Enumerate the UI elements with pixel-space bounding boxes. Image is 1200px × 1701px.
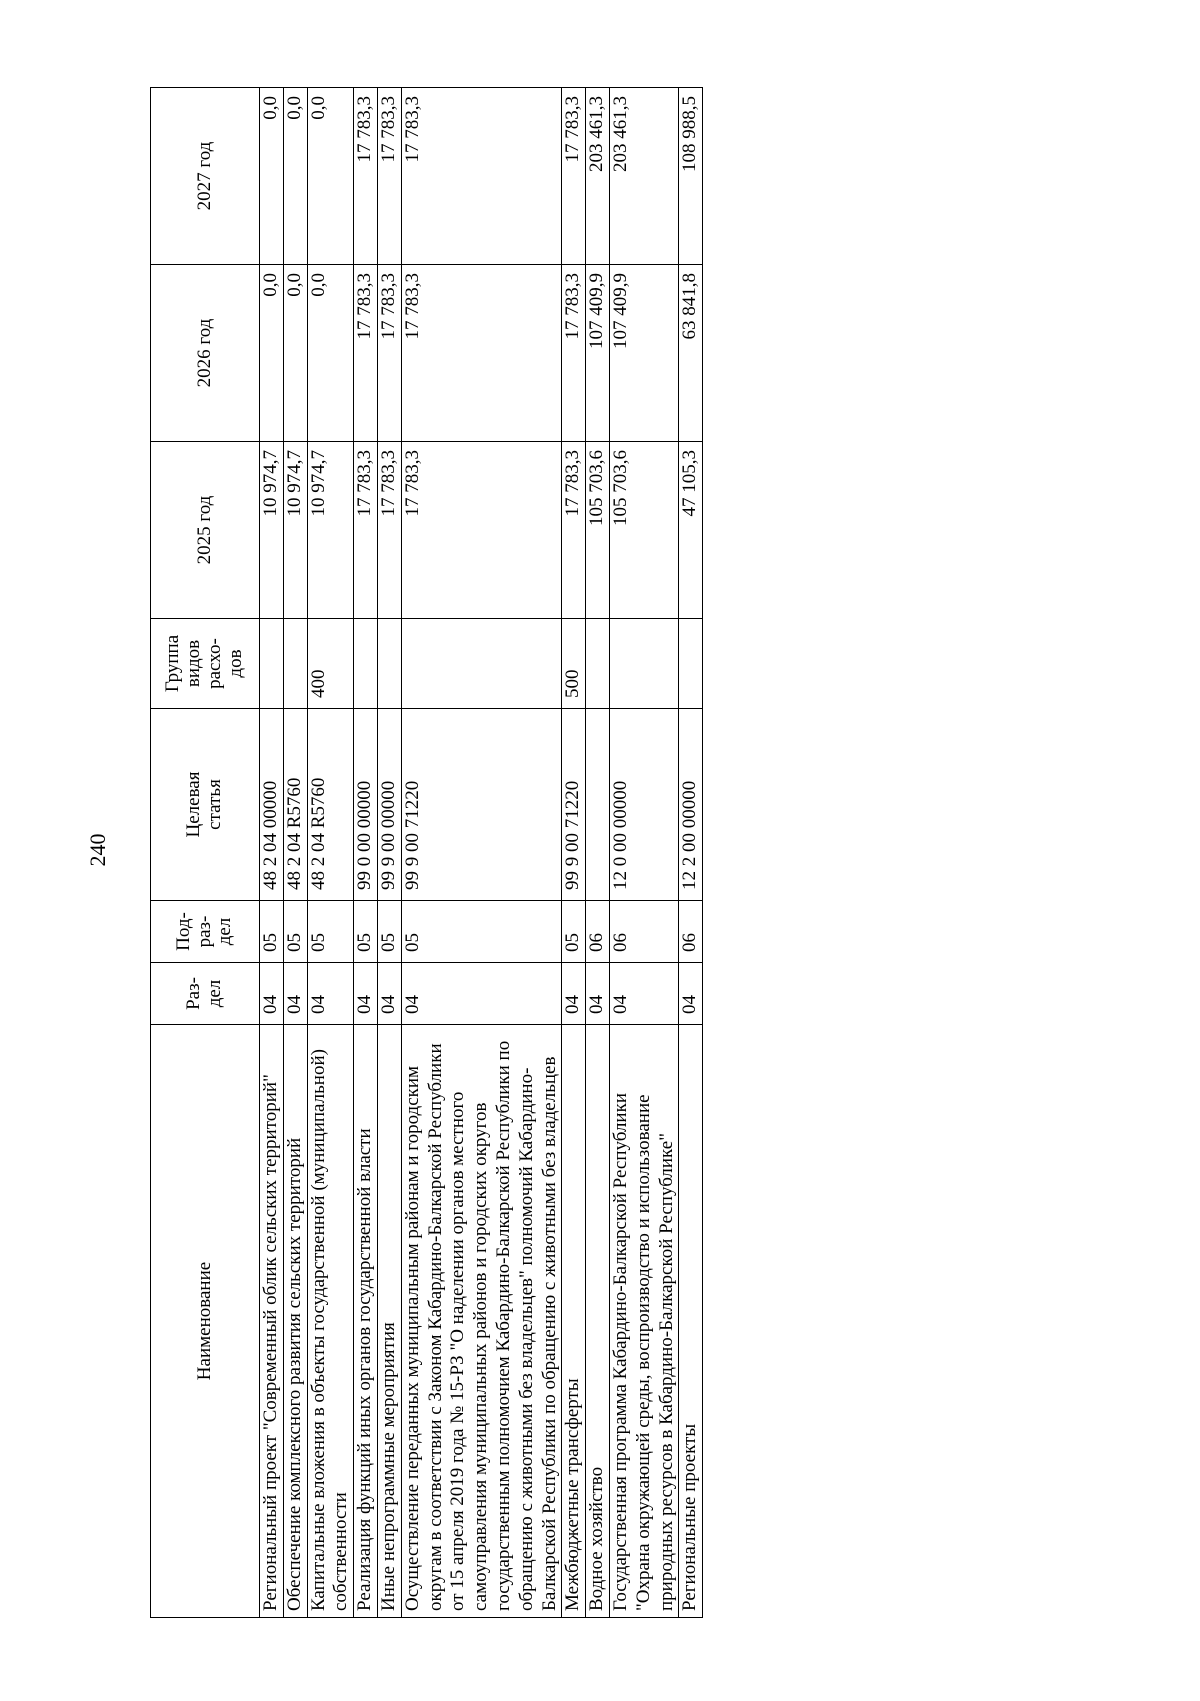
cell-2026: 17 783,3 — [562, 265, 586, 442]
cell-2027: 17 783,3 — [401, 88, 562, 265]
table-row — [260, 88, 284, 1618]
cell-podrazdel: 06 — [609, 901, 678, 963]
cell-2027: 0,0 — [283, 88, 307, 265]
cell-name: Иные непрограммные мероприятия — [377, 1025, 401, 1618]
cell-tselevaya: 99 9 00 71220 — [562, 709, 586, 901]
header-2025: 2025 год — [151, 442, 260, 619]
table-row — [562, 88, 586, 1618]
table-row — [283, 88, 307, 1618]
cell-2025: 17 783,3 — [377, 442, 401, 619]
cell-name: Региональный проект "Современный облик сельских территорий" — [260, 1025, 284, 1618]
cell-name: Капитальные вложения в объекты государственной (муниципальной) собственности — [307, 1025, 354, 1618]
header-podrazdel: Под- раз- дел — [151, 901, 260, 963]
cell-razdel: 04 — [377, 963, 401, 1025]
cell-podrazdel: 05 — [377, 901, 401, 963]
cell-razdel: 04 — [354, 963, 378, 1025]
cell-tselevaya: 12 2 00 00000 — [679, 709, 703, 901]
cell-2025: 17 783,3 — [354, 442, 378, 619]
cell-podrazdel: 05 — [283, 901, 307, 963]
cell-2025: 10 974,7 — [307, 442, 354, 619]
cell-name: Обеспечение комплексного развития сельских территорий — [283, 1025, 307, 1618]
cell-tselevaya: 99 0 00 00000 — [354, 709, 378, 901]
cell-gruppa: 500 — [562, 619, 586, 709]
cell-2026: 17 783,3 — [377, 265, 401, 442]
cell-2027: 17 783,3 — [377, 88, 401, 265]
table-row — [354, 88, 378, 1618]
header-razdel: Раз- дел — [151, 963, 260, 1025]
cell-podrazdel: 05 — [307, 901, 354, 963]
cell-2027: 17 783,3 — [562, 88, 586, 265]
cell-2026: 17 783,3 — [401, 265, 562, 442]
header-2027: 2027 год — [151, 88, 260, 265]
table-row — [679, 88, 703, 1618]
cell-2025: 47 105,3 — [679, 442, 703, 619]
cell-podrazdel: 05 — [260, 901, 284, 963]
cell-podrazdel: 05 — [562, 901, 586, 963]
table-row — [586, 88, 610, 1618]
cell-2026: 0,0 — [307, 265, 354, 442]
cell-gruppa — [283, 619, 307, 709]
cell-2026: 63 841,8 — [679, 265, 703, 442]
cell-tselevaya: 48 2 04 R5760 — [307, 709, 354, 901]
cell-2026: 107 409,9 — [609, 265, 678, 442]
cell-2026: 0,0 — [283, 265, 307, 442]
cell-gruppa — [377, 619, 401, 709]
cell-razdel: 04 — [679, 963, 703, 1025]
cell-2027: 0,0 — [307, 88, 354, 265]
cell-tselevaya: 48 2 04 R5760 — [283, 709, 307, 901]
cell-razdel: 04 — [307, 963, 354, 1025]
cell-podrazdel: 05 — [401, 901, 562, 963]
header-name: Наименование — [151, 1025, 260, 1618]
cell-2025: 105 703,6 — [586, 442, 610, 619]
table-row — [401, 88, 562, 1618]
cell-gruppa — [260, 619, 284, 709]
cell-tselevaya: 99 9 00 00000 — [377, 709, 401, 901]
cell-2026: 0,0 — [260, 265, 284, 442]
table-row — [377, 88, 401, 1618]
cell-2027: 203 461,3 — [609, 88, 678, 265]
page-number: 240 — [85, 833, 110, 867]
cell-2025: 17 783,3 — [401, 442, 562, 619]
header-2026: 2026 год — [151, 265, 260, 442]
cell-razdel: 04 — [260, 963, 284, 1025]
budget-table-rotated — [150, 88, 1060, 1618]
cell-2026: 17 783,3 — [354, 265, 378, 442]
cell-name: Водное хозяйство — [586, 1025, 610, 1618]
cell-razdel: 04 — [401, 963, 562, 1025]
cell-razdel: 04 — [283, 963, 307, 1025]
table-row — [609, 88, 678, 1618]
cell-gruppa — [609, 619, 678, 709]
cell-gruppa — [354, 619, 378, 709]
cell-2026: 107 409,9 — [586, 265, 610, 442]
cell-podrazdel: 06 — [679, 901, 703, 963]
cell-razdel: 04 — [586, 963, 610, 1025]
cell-2027: 108 988,5 — [679, 88, 703, 265]
cell-2027: 0,0 — [260, 88, 284, 265]
cell-2025: 10 974,7 — [260, 442, 284, 619]
cell-name: Осуществление переданных муниципальным районам и городским округам в соответствии с Законом Кабардино-Балкарской Республики от 15 апреля 2019 года № 15-РЗ "О наделении органов местного самоуправления муниципальных районов и городских округов государственным полномочием Кабардино-Балкарской Республики по обращению с животными без владельцев" полномочий Кабардино-Балкарской Республики по обращению с животными без владельцев — [401, 1025, 562, 1618]
budget-table — [150, 87, 703, 1618]
cell-tselevaya: 99 9 00 71220 — [401, 709, 562, 901]
cell-tselevaya: 48 2 04 00000 — [260, 709, 284, 901]
cell-2027: 203 461,3 — [586, 88, 610, 265]
table-header-row — [151, 88, 260, 1618]
cell-2027: 17 783,3 — [354, 88, 378, 265]
cell-2025: 105 703,6 — [609, 442, 678, 619]
table-row — [307, 88, 354, 1618]
cell-gruppa: 400 — [307, 619, 354, 709]
cell-name: Межбюджетные трансферты — [562, 1025, 586, 1618]
cell-2025: 17 783,3 — [562, 442, 586, 619]
cell-tselevaya: 12 0 00 00000 — [609, 709, 678, 901]
cell-name: Региональные проекты — [679, 1025, 703, 1618]
cell-2025: 10 974,7 — [283, 442, 307, 619]
header-gruppa: Группа видов расхо- дов — [151, 619, 260, 709]
cell-razdel: 04 — [562, 963, 586, 1025]
cell-gruppa — [401, 619, 562, 709]
cell-podrazdel: 06 — [586, 901, 610, 963]
cell-name: Реализация функций иных органов государственной власти — [354, 1025, 378, 1618]
cell-tselevaya — [586, 709, 610, 901]
header-tselevaya: Целевая статья — [151, 709, 260, 901]
cell-razdel: 04 — [609, 963, 678, 1025]
cell-name: Государственная программа Кабардино-Балкарской Республики "Охрана окружающей среды, воспроизводство и использование природных ресурсов в Кабардино-Балкарской Республике" — [609, 1025, 678, 1618]
cell-podrazdel: 05 — [354, 901, 378, 963]
cell-gruppa — [586, 619, 610, 709]
cell-gruppa — [679, 619, 703, 709]
